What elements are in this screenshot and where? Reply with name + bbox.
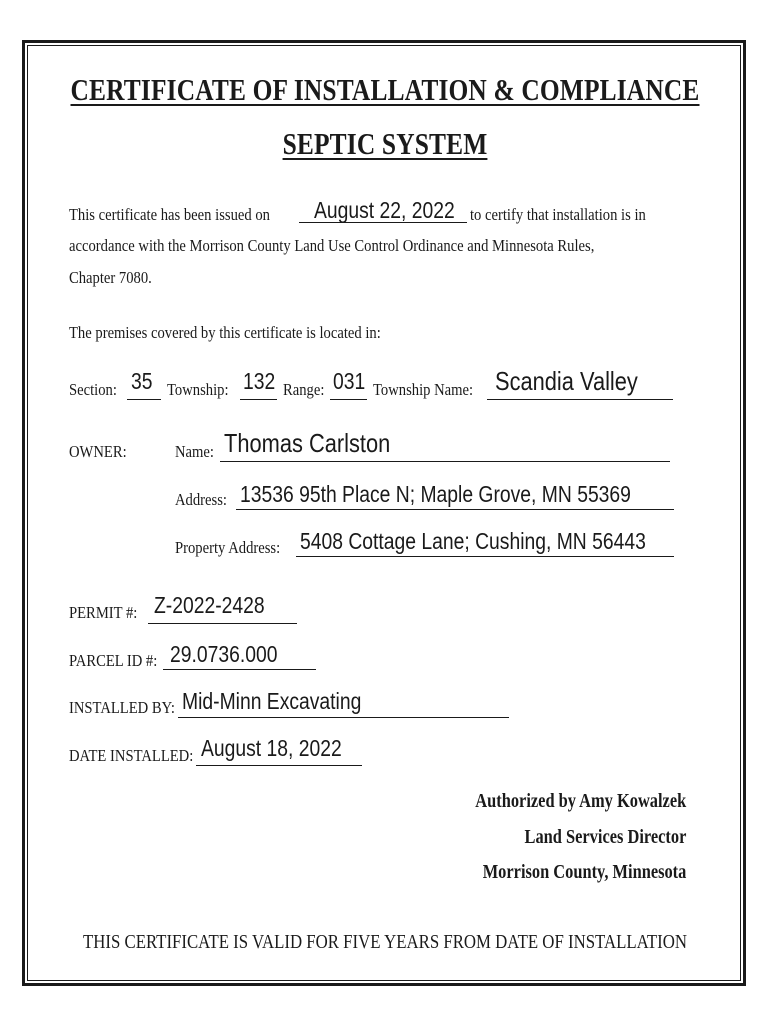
intro-line3: Chapter 7080.: [69, 268, 152, 287]
issued-date-value: August 22, 2022: [314, 197, 455, 223]
owner-address-line: [236, 509, 674, 510]
owner-label: OWNER:: [69, 442, 127, 461]
township-name-line: [487, 399, 673, 400]
premises-heading: The premises covered by this certificate is located in:: [69, 323, 381, 342]
permit-value: Z-2022-2428: [154, 592, 265, 618]
township-value: 132: [243, 368, 276, 394]
validity-footer: THIS CERTIFICATE IS VALID FOR FIVE YEARS FROM DATE OF INSTALLATION: [82, 931, 688, 953]
certificate-title: CERTIFICATE OF INSTALLATION & COMPLIANCE: [70, 72, 700, 107]
owner-name-label: Name:: [175, 442, 214, 461]
permit-label: PERMIT #:: [69, 603, 138, 622]
parcel-label: PARCEL ID #:: [69, 651, 158, 670]
range-line: [330, 399, 367, 400]
property-address-label: Property Address:: [175, 538, 281, 557]
range-label: Range:: [283, 380, 325, 399]
property-address-value: 5408 Cottage Lane; Cushing, MN 56443: [300, 528, 646, 554]
intro-line2: accordance with the Morrison County Land Use Control Ordinance and Minnesota Rules,: [69, 236, 595, 255]
owner-address-label: Address:: [175, 490, 227, 509]
section-line: [127, 399, 161, 400]
authority-county: Morrison County, Minnesota: [482, 861, 686, 883]
section-value: 35: [131, 368, 153, 394]
section-label: Section:: [69, 380, 117, 399]
date-installed-value: August 18, 2022: [201, 735, 342, 761]
installed-by-label: INSTALLED BY:: [69, 698, 175, 717]
intro-suffix: to certify that installation is in: [470, 205, 646, 224]
owner-address-value: 13536 95th Place N; Maple Grove, MN 55369: [240, 481, 631, 507]
township-name-label: Township Name:: [373, 380, 474, 399]
township-line: [240, 399, 277, 400]
date-installed-label: DATE INSTALLED:: [69, 746, 194, 765]
installed-by-value: Mid-Minn Excavating: [182, 688, 362, 714]
intro-prefix: This certificate has been issued on: [69, 205, 270, 224]
property-address-line: [296, 556, 674, 557]
township-name-value: Scandia Valley: [495, 366, 638, 396]
range-value: 031: [333, 368, 366, 394]
parcel-line: [163, 669, 316, 670]
authority-title: Land Services Director: [524, 826, 686, 848]
owner-name-line: [220, 461, 670, 462]
authorized-by: Authorized by Amy Kowalzek: [475, 790, 686, 812]
date-installed-line: [196, 765, 362, 766]
owner-name-value: Thomas Carlston: [224, 428, 391, 458]
certificate-subtitle: SEPTIC SYSTEM: [282, 126, 488, 161]
permit-line: [148, 623, 297, 624]
parcel-value: 29.0736.000: [170, 641, 278, 667]
installed-by-line: [178, 717, 509, 718]
township-label: Township:: [167, 380, 229, 399]
